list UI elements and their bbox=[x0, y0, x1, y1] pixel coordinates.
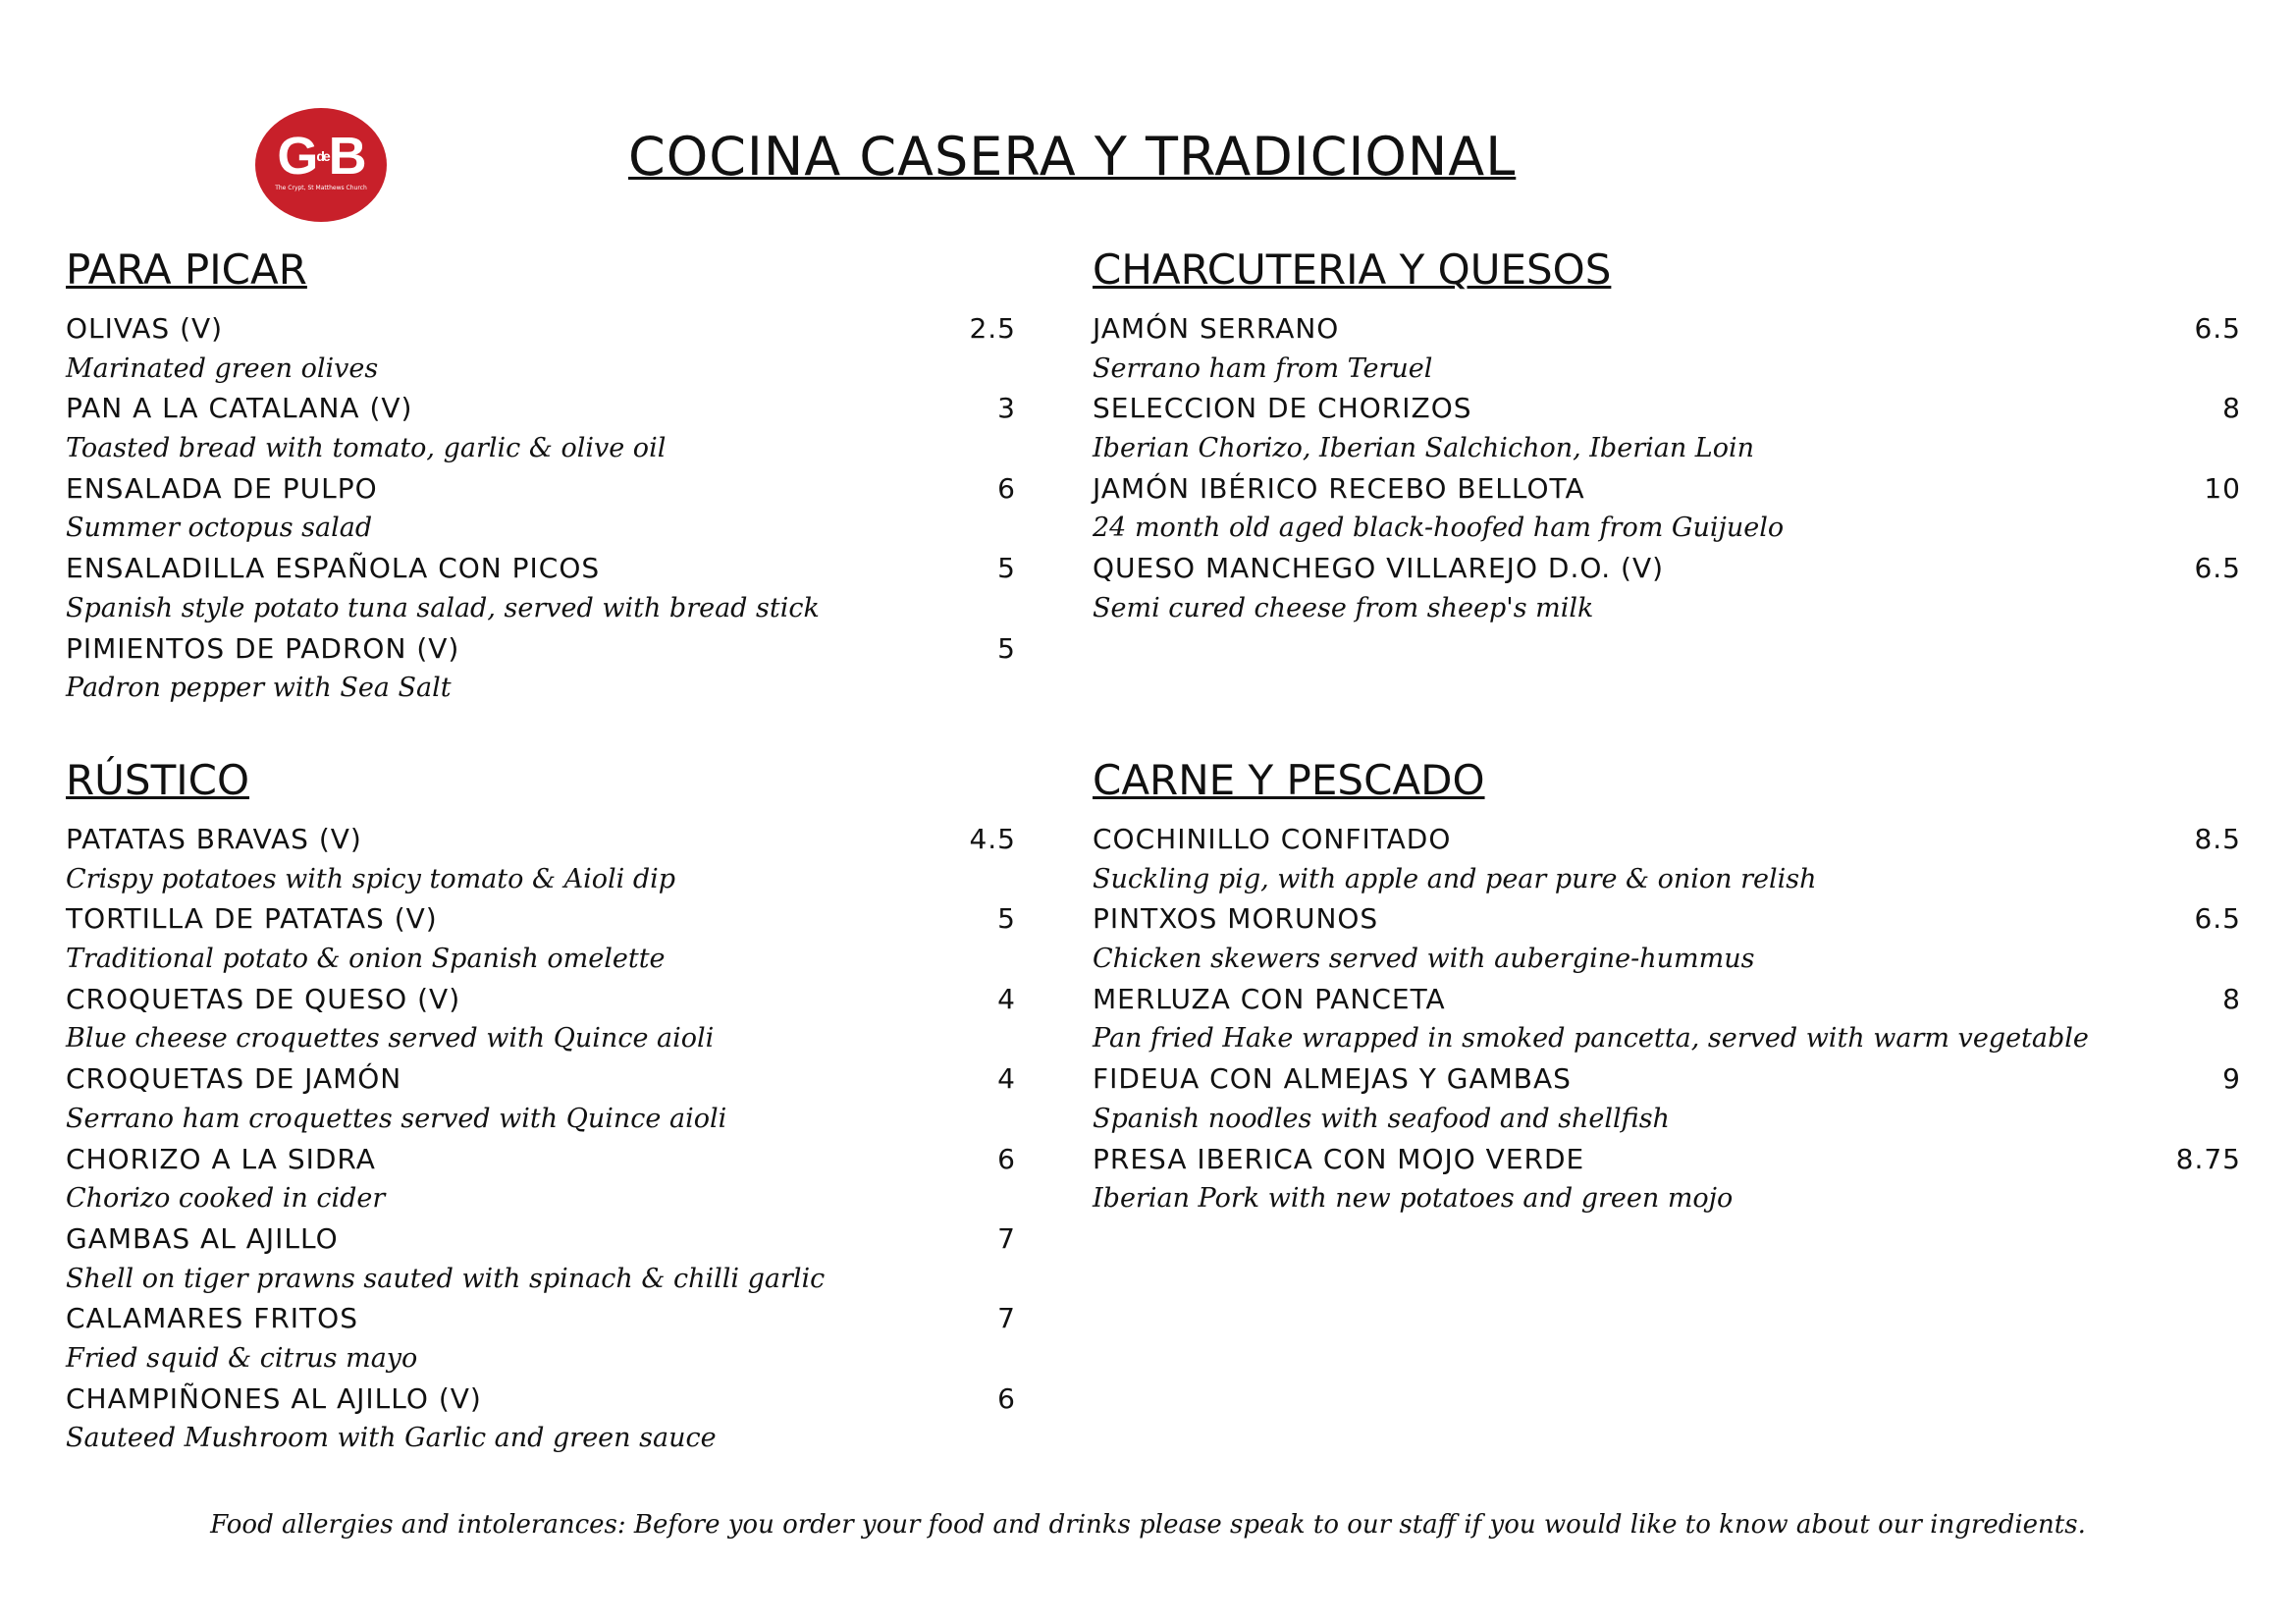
item-name: COCHINILLO CONFITADO bbox=[1093, 823, 1452, 855]
menu-item bbox=[66, 820, 1016, 860]
item-price: 3 bbox=[997, 392, 1016, 425]
item-name: CHORIZO A LA SIDRA bbox=[66, 1142, 376, 1175]
menu-item bbox=[66, 1380, 1016, 1420]
item-description: Fried squid & citrus mayo bbox=[66, 1342, 418, 1374]
item-description: Iberian Chorizo, Iberian Salchichon, Iberian Loin bbox=[1093, 433, 1755, 464]
item-description: Summer octopus salad bbox=[66, 513, 373, 544]
item-name: PAN A LA CATALANA (V) bbox=[66, 392, 413, 425]
item-price: 6 bbox=[997, 1142, 1016, 1175]
item-price: 5 bbox=[997, 631, 1016, 665]
menu-item bbox=[66, 1219, 1016, 1260]
item-price: 5 bbox=[997, 552, 1016, 585]
item-description: Semi cured cheese from sheep's milk bbox=[1093, 592, 1594, 623]
item-name: OLIVAS (V) bbox=[66, 312, 224, 345]
section-para-picar bbox=[66, 241, 1016, 709]
item-price: 8 bbox=[2222, 392, 2241, 425]
item-description: Blue cheese croquettes served with Quince aioli bbox=[66, 1023, 715, 1055]
item-price: 7 bbox=[997, 1302, 1016, 1335]
restaurant-logo: $G^{de}B$ The Crypt, St Matthews Church bbox=[255, 108, 387, 222]
item-description: Toasted bread with tomato, garlic & olive oil bbox=[66, 433, 667, 464]
item-name: GAMBAS AL AJILLO bbox=[66, 1221, 339, 1255]
item-description: Pan fried Hake wrapped in smoked pancetta, served with warm vegetable bbox=[1093, 1023, 2089, 1055]
section-carne-y-pescado bbox=[1093, 751, 2241, 1219]
item-price: 8.75 bbox=[2175, 1142, 2241, 1175]
item-price: 6.5 bbox=[2194, 312, 2241, 345]
section-heading: RÚSTICO bbox=[66, 756, 250, 804]
menu-item bbox=[1093, 309, 2241, 350]
item-description: Chicken skewers served with aubergine-hummus bbox=[1093, 944, 1755, 975]
item-description: Spanish style potato tuna salad, served with bread stick bbox=[66, 592, 820, 623]
menu-item bbox=[66, 980, 1016, 1020]
menu-item bbox=[66, 1299, 1016, 1339]
item-name: PIMIENTOS DE PADRON (V) bbox=[66, 631, 460, 665]
allergy-notice: Food allergies and intolerances: Before you order your food and drinks please speak to our staff if you would like to know about our ingredients. bbox=[210, 1510, 2086, 1540]
item-name: SELECCION DE CHORIZOS bbox=[1093, 392, 1472, 425]
item-price: 10 bbox=[2204, 471, 2241, 505]
item-description: Spanish noodles with seafood and shellfish bbox=[1093, 1103, 1670, 1134]
menu-item bbox=[66, 309, 1016, 350]
item-name: CALAMARES FRITOS bbox=[66, 1302, 358, 1335]
section-heading: CARNE Y PESCADO bbox=[1093, 756, 1485, 804]
item-name: FIDEUA CON ALMEJAS Y GAMBAS bbox=[1093, 1062, 1572, 1096]
menu-title: COCINA CASERA Y TRADICIONAL bbox=[628, 126, 1517, 188]
item-description: Crispy potatoes with spicy tomato & Aioli dip bbox=[66, 863, 676, 894]
menu-item bbox=[66, 1140, 1016, 1180]
item-description: Marinated green olives bbox=[66, 352, 379, 384]
item-description: Suckling pig, with apple and pear pure & onion relish bbox=[1093, 863, 1817, 894]
item-name: CROQUETAS DE QUESO (V) bbox=[66, 982, 461, 1015]
item-description: Serrano ham from Teruel bbox=[1093, 352, 1433, 384]
item-name: JAMÓN IBÉRICO RECEBO BELLOTA bbox=[1093, 471, 1585, 505]
item-price: 6 bbox=[997, 1381, 1016, 1415]
section-charcuteria-y-quesos bbox=[1093, 241, 2241, 629]
item-name: TORTILLA DE PATATAS (V) bbox=[66, 902, 438, 936]
item-name: PATATAS BRAVAS (V) bbox=[66, 823, 362, 855]
item-price: 4 bbox=[997, 982, 1016, 1015]
item-price: 6.5 bbox=[2194, 902, 2241, 936]
section-heading: PARA PICAR bbox=[66, 245, 307, 294]
item-description: Serrano ham croquettes served with Quince aioli bbox=[66, 1103, 727, 1134]
menu-item bbox=[66, 629, 1016, 670]
menu-item bbox=[1093, 469, 2241, 510]
section-rustico bbox=[66, 751, 1016, 1459]
item-price: 8 bbox=[2222, 982, 2241, 1015]
item-price: 9 bbox=[2222, 1062, 2241, 1096]
item-name: QUESO MANCHEGO VILLAREJO D.O. (V) bbox=[1093, 552, 1665, 585]
item-description: Chorizo cooked in cider bbox=[66, 1183, 386, 1215]
menu-item bbox=[1093, 1140, 2241, 1180]
item-name: JAMÓN SERRANO bbox=[1093, 312, 1340, 345]
item-name: CROQUETAS DE JAMÓN bbox=[66, 1062, 402, 1096]
section-heading: CHARCUTERIA Y QUESOS bbox=[1093, 245, 1612, 294]
item-name: CHAMPIÑONES AL AJILLO (V) bbox=[66, 1381, 482, 1415]
item-name: ENSALADILLA ESPAÑOLA CON PICOS bbox=[66, 552, 601, 585]
item-description: Padron pepper with Sea Salt bbox=[66, 673, 452, 704]
item-description: Iberian Pork with new potatoes and green mojo bbox=[1093, 1183, 1734, 1215]
menu-item bbox=[1093, 389, 2241, 429]
item-name: PRESA IBERICA CON MOJO VERDE bbox=[1093, 1142, 1585, 1175]
item-price: 4.5 bbox=[969, 823, 1016, 855]
item-name: ENSALADA DE PULPO bbox=[66, 471, 378, 505]
menu-item bbox=[66, 469, 1016, 510]
item-description: Traditional potato & onion Spanish omelette bbox=[66, 944, 666, 975]
item-name: PINTXOS MORUNOS bbox=[1093, 902, 1379, 936]
menu-item bbox=[66, 1059, 1016, 1100]
item-price: 6 bbox=[997, 471, 1016, 505]
menu-item bbox=[1093, 980, 2241, 1020]
menu-item bbox=[1093, 899, 2241, 940]
menu-item bbox=[1093, 549, 2241, 589]
item-price: 5 bbox=[997, 902, 1016, 936]
item-price: 4 bbox=[997, 1062, 1016, 1096]
item-description: 24 month old aged black-hoofed ham from Guijuelo bbox=[1093, 513, 1785, 544]
item-name: MERLUZA CON PANCETA bbox=[1093, 982, 1446, 1015]
item-price: 8.5 bbox=[2194, 823, 2241, 855]
menu-item bbox=[1093, 1059, 2241, 1100]
menu-item bbox=[1093, 820, 2241, 860]
menu-item bbox=[66, 899, 1016, 940]
menu-item bbox=[66, 549, 1016, 589]
item-price: 7 bbox=[997, 1221, 1016, 1255]
item-price: 2.5 bbox=[969, 312, 1016, 345]
item-price: 6.5 bbox=[2194, 552, 2241, 585]
menu-item bbox=[66, 389, 1016, 429]
item-description: Sauteed Mushroom with Garlic and green sauce bbox=[66, 1423, 717, 1454]
item-description: Shell on tiger prawns sauted with spinach & chilli garlic bbox=[66, 1263, 826, 1294]
